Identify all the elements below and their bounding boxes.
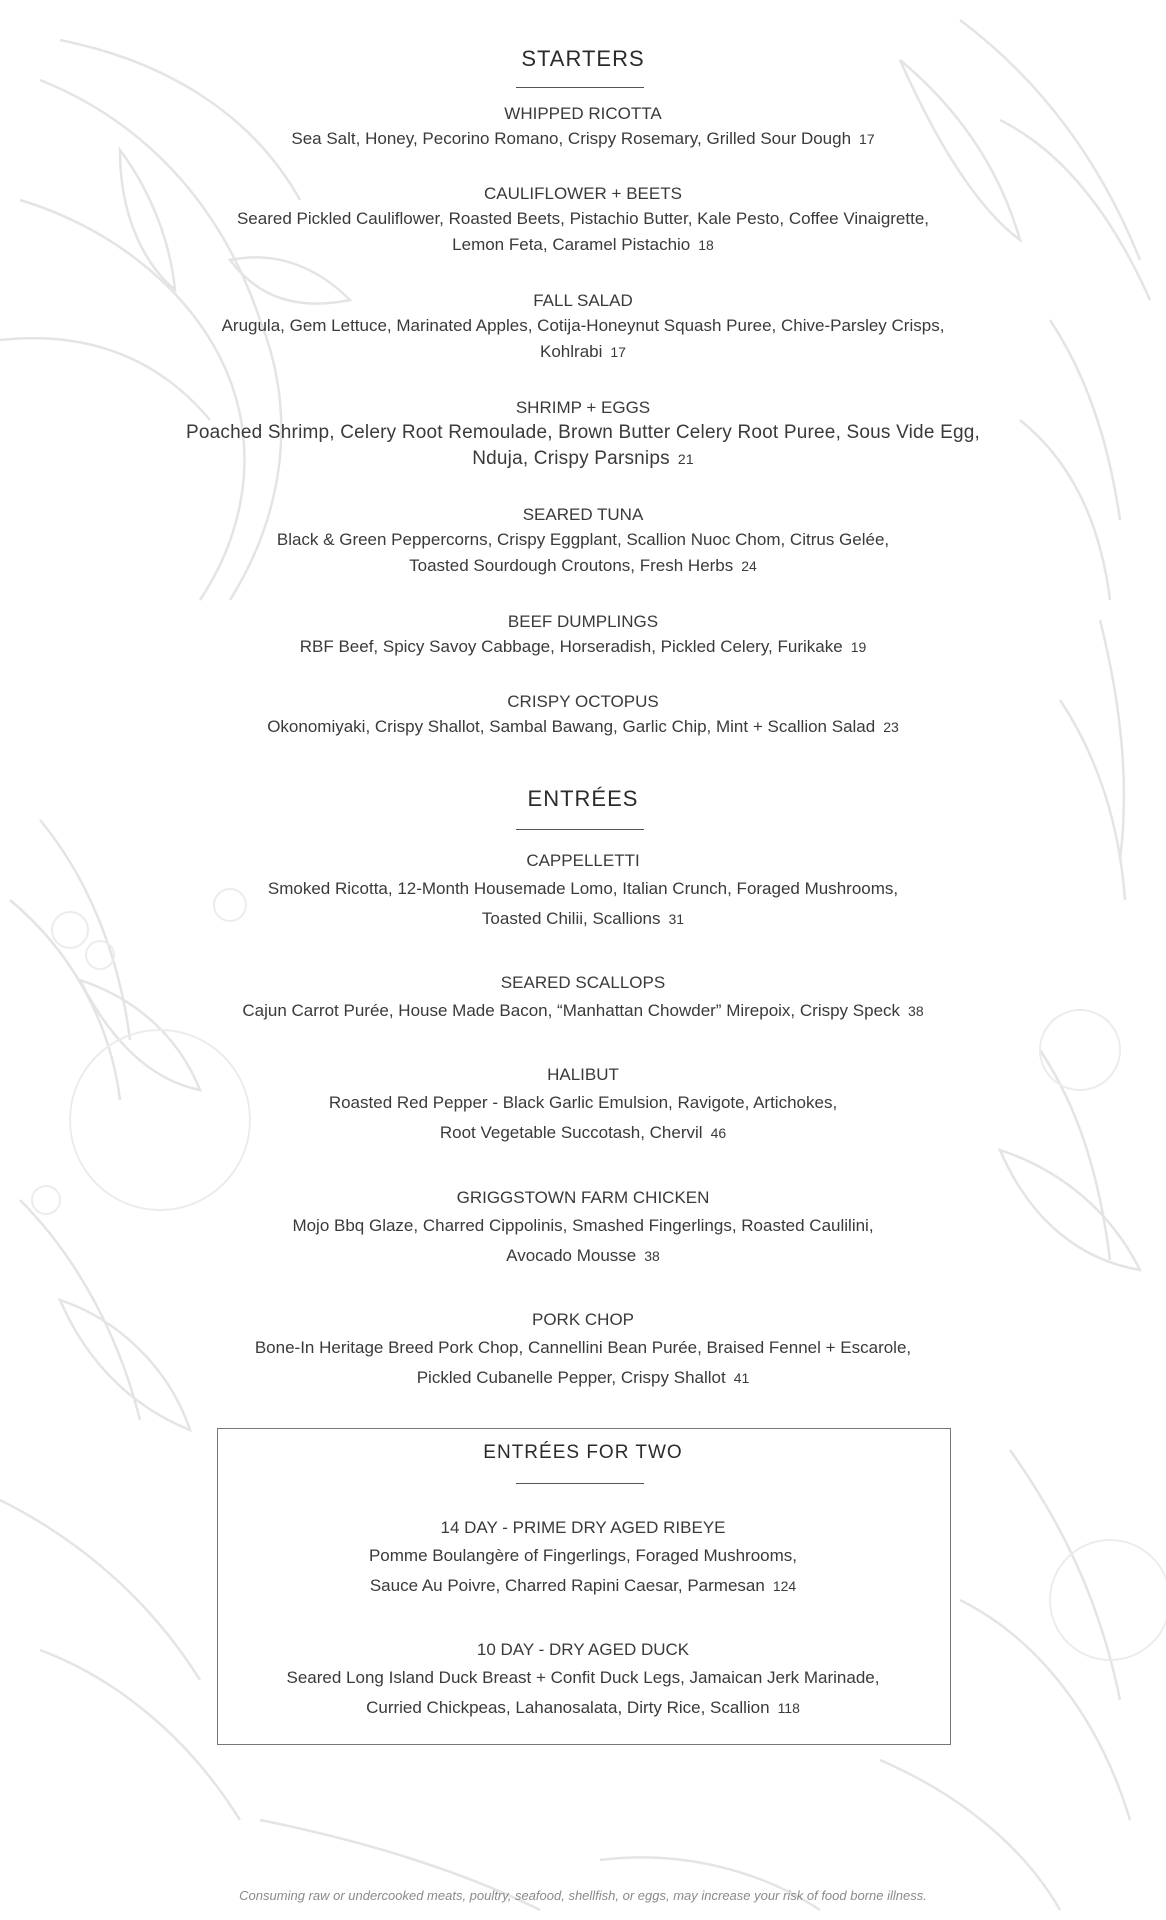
menu-item-name: SEARED SCALLOPS xyxy=(500,973,666,992)
menu-item-name: HALIBUT xyxy=(547,1065,619,1084)
menu-item-price: 21 xyxy=(677,451,694,467)
menu-item-price: 23 xyxy=(883,719,899,735)
menu-item-description-text: Lemon Feta, Caramel Pistachio xyxy=(452,235,691,254)
menu-item-description-text: Bone-In Heritage Breed Pork Chop, Cannellini Bean Purée, Braised Fennel + Escarole, xyxy=(254,1338,912,1357)
menu-item-description-text: Toasted Sourdough Croutons, Fresh Herbs xyxy=(409,556,734,575)
menu-item-name: SHRIMP + EGGS xyxy=(515,398,651,417)
menu-item-price: 124 xyxy=(772,1578,797,1594)
menu-item-description-text: Poached Shrimp, Celery Root Remoulade, Brown Butter Celery Root Puree, Sous Vide Egg, xyxy=(186,422,980,443)
menu-item-description-text: Seared Long Island Duck Breast + Confit Duck Legs, Jamaican Jerk Marinade, xyxy=(286,1668,880,1687)
menu-item xyxy=(140,610,1026,660)
menu-item-description xyxy=(140,996,1026,1026)
menu-item-description xyxy=(140,1571,1026,1601)
menu-item-price: 17 xyxy=(610,344,626,360)
menu-item-description-text: Sea Salt, Honey, Pecorino Romano, Crispy Rosemary, Grilled Sour Dough xyxy=(291,129,852,148)
menu-item-price: 38 xyxy=(908,1003,924,1019)
menu-item-description-text: Kohlrabi xyxy=(540,342,603,361)
menu-item-price: 31 xyxy=(668,911,685,927)
entrees-heading: ENTRÉES xyxy=(527,786,639,811)
menu-item-name: 14 DAY - PRIME DRY AGED RIBEYE xyxy=(440,1518,726,1537)
menu-item-description-text: Sauce Au Poivre, Charred Rapini Caesar, Parmesan xyxy=(369,1576,765,1595)
menu-item xyxy=(140,1062,1026,1148)
menu-item-price: 18 xyxy=(698,237,714,253)
menu-item xyxy=(140,1307,1026,1393)
menu-item xyxy=(140,1185,1026,1271)
menu-item-name: SEARED TUNA xyxy=(522,505,644,524)
menu-item-description-text: Nduja, Crispy Parsnips xyxy=(472,448,670,469)
menu-item-description-text: Okonomiyaki, Crispy Shallot, Sambal Bawang, Garlic Chip, Mint + Scallion Salad xyxy=(267,717,876,736)
menu-item-description xyxy=(140,232,1026,258)
menu-item-description xyxy=(140,1088,1026,1118)
menu-item-description-text: Pickled Cubanelle Pepper, Crispy Shallot xyxy=(416,1368,726,1387)
menu-item-description-text: Seared Pickled Cauliflower, Roasted Beets, Pistachio Butter, Kale Pesto, Coffee Vinaigrette, xyxy=(236,209,930,228)
menu-item-price: 17 xyxy=(859,131,875,147)
menu-item-price: 38 xyxy=(644,1248,660,1264)
menu-item-name: CAPPELLETTI xyxy=(526,851,640,870)
menu-item xyxy=(140,396,1026,472)
menu-item-description xyxy=(140,874,1026,904)
menu-item-description xyxy=(140,553,1026,579)
menu-item xyxy=(140,289,1026,365)
starters-divider xyxy=(516,87,644,88)
menu-item-description xyxy=(140,126,1026,152)
menu-item xyxy=(140,848,1026,934)
menu-item-price: 19 xyxy=(850,639,867,655)
menu-item xyxy=(140,102,1026,152)
menu-item-description xyxy=(140,904,1026,934)
food-safety-disclaimer: Consuming raw or undercooked meats, poultry, seafood, shellfish, or eggs, may increase your risk of food borne illness. xyxy=(239,1888,927,1903)
menu-item-description-text: Toasted Chilii, Scallions xyxy=(481,909,661,928)
menu-item-description-text: Black & Green Peppercorns, Crispy Eggplant, Scallion Nuoc Chom, Citrus Gelée, xyxy=(276,530,890,549)
menu-item-description-text: Smoked Ricotta, 12-Month Housemade Lomo, Italian Crunch, Foraged Mushrooms, xyxy=(267,879,899,898)
menu-item-description xyxy=(140,446,1026,472)
menu-item-description xyxy=(140,420,1026,446)
menu-item-name: WHIPPED RICOTTA xyxy=(504,104,662,123)
menu-item-price: 118 xyxy=(777,1700,800,1716)
menu-item-description xyxy=(140,1241,1026,1271)
menu-item-description xyxy=(140,1363,1026,1393)
menu-item-price: 46 xyxy=(710,1125,727,1141)
entrees-for-two-divider xyxy=(516,1483,644,1484)
menu-item-description xyxy=(140,1211,1026,1241)
menu-item-description-text: Arugula, Gem Lettuce, Marinated Apples, Cotija-Honeynut Squash Puree, Chive-Parsley Crisps, xyxy=(221,316,945,335)
menu-item-description-text: Pomme Boulangère of Fingerlings, Foraged Mushrooms, xyxy=(368,1546,798,1565)
menu-item-description xyxy=(140,1663,1026,1693)
menu-item-description xyxy=(140,1693,1026,1723)
menu-item-description xyxy=(140,339,1026,365)
starters-heading: STARTERS xyxy=(521,46,645,71)
menu-item-name: CAULIFLOWER + BEETS xyxy=(484,184,682,203)
menu-item-description xyxy=(140,313,1026,339)
menu-item-description xyxy=(140,527,1026,553)
menu-item xyxy=(140,1515,1026,1601)
entrees-divider xyxy=(516,829,644,830)
menu-item-description xyxy=(140,206,1026,232)
menu-item-description xyxy=(140,634,1026,660)
menu-item-description-text: Avocado Mousse xyxy=(506,1246,637,1265)
menu-item-price: 24 xyxy=(741,558,757,574)
menu-item-name: BEEF DUMPLINGS xyxy=(507,612,659,631)
menu-item-description xyxy=(140,1541,1026,1571)
menu-item-description xyxy=(140,1118,1026,1148)
menu-item xyxy=(140,690,1026,740)
menu-item-name: PORK CHOP xyxy=(531,1310,635,1329)
menu-item xyxy=(140,970,1026,1026)
menu-item-description-text: RBF Beef, Spicy Savoy Cabbage, Horseradish, Pickled Celery, Furikake xyxy=(299,637,843,656)
menu-item-description-text: Cajun Carrot Purée, House Made Bacon, “Manhattan Chowder” Mirepoix, Crispy Speck xyxy=(242,1001,901,1020)
menu-item-price: 41 xyxy=(733,1370,750,1386)
menu-item-name: GRIGGSTOWN FARM CHICKEN xyxy=(456,1188,710,1207)
menu-item-description xyxy=(140,1333,1026,1363)
menu-item-description-text: Curried Chickpeas, Lahanosalata, Dirty Rice, Scallion xyxy=(366,1698,770,1717)
menu-item-name: 10 DAY - DRY AGED DUCK xyxy=(476,1640,690,1659)
menu-item-description-text: Mojo Bbq Glaze, Charred Cippolinis, Smashed Fingerlings, Roasted Caulilini, xyxy=(292,1216,874,1235)
menu-item xyxy=(140,182,1026,258)
menu-item-name: FALL SALAD xyxy=(533,291,633,310)
menu-item-name: CRISPY OCTOPUS xyxy=(507,692,659,711)
menu-item-description-text: Root Vegetable Succotash, Chervil xyxy=(439,1123,703,1142)
entrees-for-two-heading: ENTRÉES FOR TWO xyxy=(483,1442,683,1463)
menu-item-description-text: Roasted Red Pepper - Black Garlic Emulsion, Ravigote, Artichokes, xyxy=(328,1093,838,1112)
menu-item-description xyxy=(140,714,1026,740)
menu-item xyxy=(140,1637,1026,1723)
menu-item xyxy=(140,503,1026,579)
